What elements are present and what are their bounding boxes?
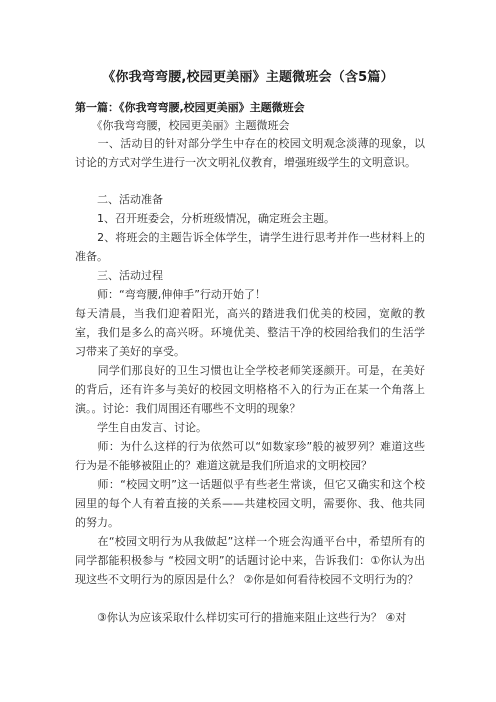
paragraph: 每天清晨，当我们迎着阳光，高兴的踏进我们优美的校园，宽敞的教室，我们是多么的高兴呀。环境优美、整洁干净的校园给我们的生活学习带来了美好的享受。 [75,307,425,358]
paragraph: 同学们那良好的卫生习惯也让全学校老师笑逐颜开。可是，在美好的背后，还有许多与美好的校园文明格格不入的行为正在某一个角落上演。。讨论：我们周围还有哪些不文明的现象？ [75,364,425,415]
paragraph: 师：“校园文明”这一话题似乎有些老生常谈，但它又确实和这个校园里的每个人有着直接的关系——共建校园文明，需要你、我、他共同的努力。 [75,478,425,529]
paragraph: 1、召开班委会，分析班级情况，确定班会主题。 [75,212,335,225]
document-title: 《你我弯弯腰,校园更美丽》主题微班会（含5篇） [102,70,394,85]
paragraph: 师：为什么这样的行为依然可以“如数家珍”般的被罗列？难道这些行为是不能够被阻止的？难道这就是我们所追求的文明校园？ [75,440,425,472]
section-heading: 第一篇：《你我弯弯腰,校园更美丽》主题微班会 [75,101,305,114]
paragraph: 《你我弯弯腰，校园更美丽》主题微班会 [75,119,290,132]
paragraph: 学生自由发言、讨论。 [75,421,207,434]
paragraph: 2、将班会的主题告诉全体学生，请学生进行思考并作一些材料上的准备。 [75,231,425,263]
paragraph: 师：“弯弯腰,伸伸手”行动开始了！ [75,288,266,301]
paragraph: 在“校园文明行为从我做起”这样一个班会沟通平台中，希望所有的同学都能积极参与 “校园文明”的话题讨论中来，告诉我们：①你认为出现这些不文明行为的原因是什么？ ②你是如何看待校园不文明行为的？ [75,535,425,586]
paragraph: 一、活动目的针对部分学生中存在的校园文明观念淡薄的现象，以讨论的方式对学生进行一次文明礼仪教育，增强班级学生的文明意识。 [75,137,425,169]
paragraph: 二、活动准备 [75,193,163,206]
paragraph: ③你认为应该采取什么样切实可行的措施来阻止这些行为？ ④对 [75,611,407,624]
paragraph: 三、活动过程 [75,269,163,282]
